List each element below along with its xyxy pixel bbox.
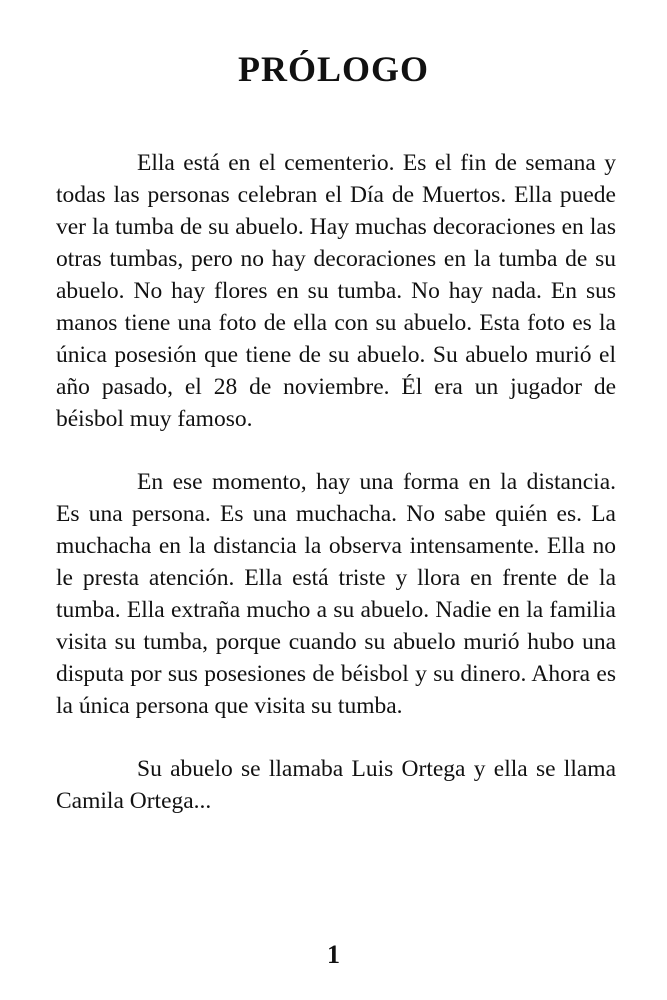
paragraph-3: Su abuelo se llamaba Luis Ortega y ella se llama Camila Ortega... — [56, 756, 616, 814]
page-number: 1 — [327, 940, 340, 969]
body-text — [56, 147, 616, 848]
paragraph-2: En ese momento, hay una forma en la distancia. Es una persona. Es una muchacha. No sabe quién es. La muchacha en la distancia la observa intensamente. Ella no le presta atención. Ella está triste y llora en frente de la tumba. Ella extraña mucho a su abuelo. Nadie en la familia visita su tumba, porque cuando su abuelo murió hubo una disputa por sus posesiones de béisbol y su dinero. Ahora es la única persona que visita su tumba. — [56, 469, 616, 719]
chapter-title: PRÓLOGO — [237, 49, 429, 89]
paragraph-1: Ella está en el cementerio. Es el fin de semana y todas las personas celebran el Día de Muertos. Ella puede ver la tumba de su abuelo. Hay muchas decoraciones en las otras tumbas, pero no hay decoraciones en la tumba de su abuelo. No hay flores en su tumba. No hay nada. En sus manos tiene una foto de ella con su abuelo. Esta foto es la única posesión que tiene de su abuelo. Su abuelo murió el año pasado, el 28 de noviembre. Él era un jugador de béisbol muy famoso. — [56, 150, 616, 432]
